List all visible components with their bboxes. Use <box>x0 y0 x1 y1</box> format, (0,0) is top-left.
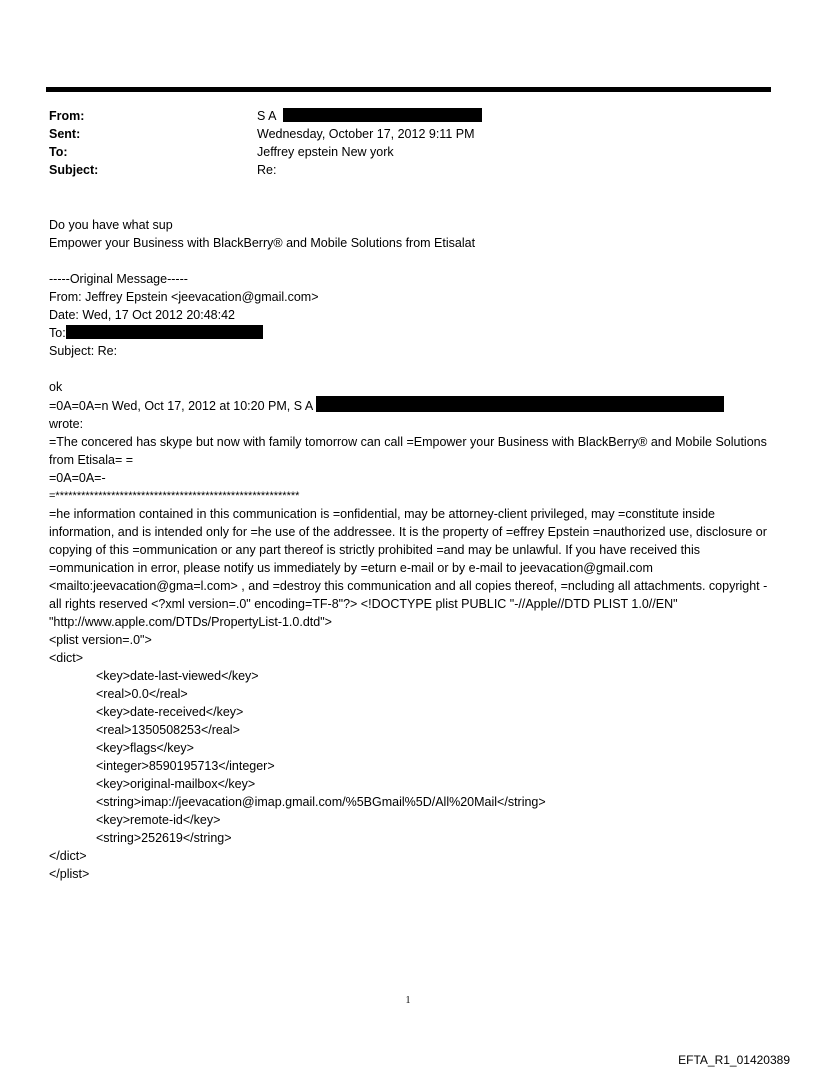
blank-line <box>49 360 771 378</box>
plist-entry: <key>date-received</key> <box>96 705 244 719</box>
sent-value: Wednesday, October 17, 2012 9:11 PM <box>257 127 475 141</box>
redaction-box <box>66 325 263 339</box>
plist-open: <plist version=.0"> <box>49 633 152 647</box>
plist-entry: <key>original-mailbox</key> <box>96 777 256 791</box>
from-value: S A <box>257 109 276 123</box>
body-line: ok <box>49 380 63 394</box>
body-line: =0A=0A=- <box>49 471 106 485</box>
dict-open: <dict> <box>49 651 84 665</box>
document-id: EFTA_R1_01420389 <box>678 1053 790 1067</box>
plist-close: </plist> <box>49 867 90 881</box>
quote-header: =0A=0A=n Wed, Oct 17, 2012 at 10:20 PM, S A <box>49 399 313 413</box>
redaction-box <box>283 108 482 122</box>
original-subject: Subject: Re: <box>49 344 118 358</box>
quoted-message: =The concered has skype but now with family tomorrow can call =Empower your Business with BlackBerry® and Mobile Solutions from Etisala= = <box>49 435 767 467</box>
plist-entry: <key>remote-id</key> <box>96 813 221 827</box>
header-rule <box>46 87 771 92</box>
original-to-label: To: <box>49 326 66 340</box>
original-to-row <box>49 324 771 342</box>
disclaimer: =he information contained in this communication is =onfidential, may be attorney-client privileged, may =constitute inside information, and is intended only for =he use of the addressee. It is the property of =effrey Epstein =nauthorized use, disclosure or copying of this =ommunication or any part thereof is strictly prohibited =and may be unlawful. If you have received this =ommunication in error, please notify us immediately by =eturn e-mail or by e-mail to jeevacation@gmail.com <mailto:jeevacation@gma=l.com> , and =destroy this communication and all copies thereof, =ncluding all attachments. copyright -all rights reserved <?xml version=.0" encoding=TF-8"?> <!DOCTYPE plist PUBLIC "-//Apple//DTD PLIST 1.0//EN" "http://www.apple.com/DTDs/PropertyList-1.0.dtd"> <box>49 507 768 629</box>
to-label: To: <box>49 145 68 159</box>
asterisk-separator: =********************************************************* <box>49 490 300 502</box>
plist-entry: <key>date-last-viewed</key> <box>96 669 259 683</box>
redaction-box <box>316 396 724 412</box>
body-line: wrote: <box>49 417 84 431</box>
quote-header-row <box>49 396 771 415</box>
sent-label: Sent: <box>49 127 81 141</box>
plist-entry: <real>1350508253</real> <box>96 723 240 737</box>
plist-entry: <integer>8590195713</integer> <box>96 759 275 773</box>
original-message-marker: -----Original Message----- <box>49 272 188 286</box>
dict-close: </dict> <box>49 849 87 863</box>
original-date: Date: Wed, 17 Oct 2012 20:48:42 <box>49 308 236 322</box>
plist-entry: <real>0.0</real> <box>96 687 188 701</box>
body-line: Do you have what sup <box>49 218 173 232</box>
plist-entry: <string>imap://jeevacation@imap.gmail.com/%5BGmail%5D/All%20Mail</string> <box>96 795 546 809</box>
email-body <box>49 216 771 883</box>
original-from: From: Jeffrey Epstein <jeevacation@gmail.com> <box>49 290 319 304</box>
subject-value: Re: <box>257 163 277 177</box>
blank-line <box>49 252 771 270</box>
plist-entry: <string>252619</string> <box>96 831 232 845</box>
subject-label: Subject: <box>49 163 99 177</box>
body-line: Empower your Business with BlackBerry® and Mobile Solutions from Etisalat <box>49 236 476 250</box>
from-value-row <box>257 107 482 125</box>
plist-entry: <key>flags</key> <box>96 741 194 755</box>
page-number: 1 <box>405 995 411 1006</box>
to-value: Jeffrey epstein New york <box>257 145 394 159</box>
from-label: From: <box>49 109 85 123</box>
